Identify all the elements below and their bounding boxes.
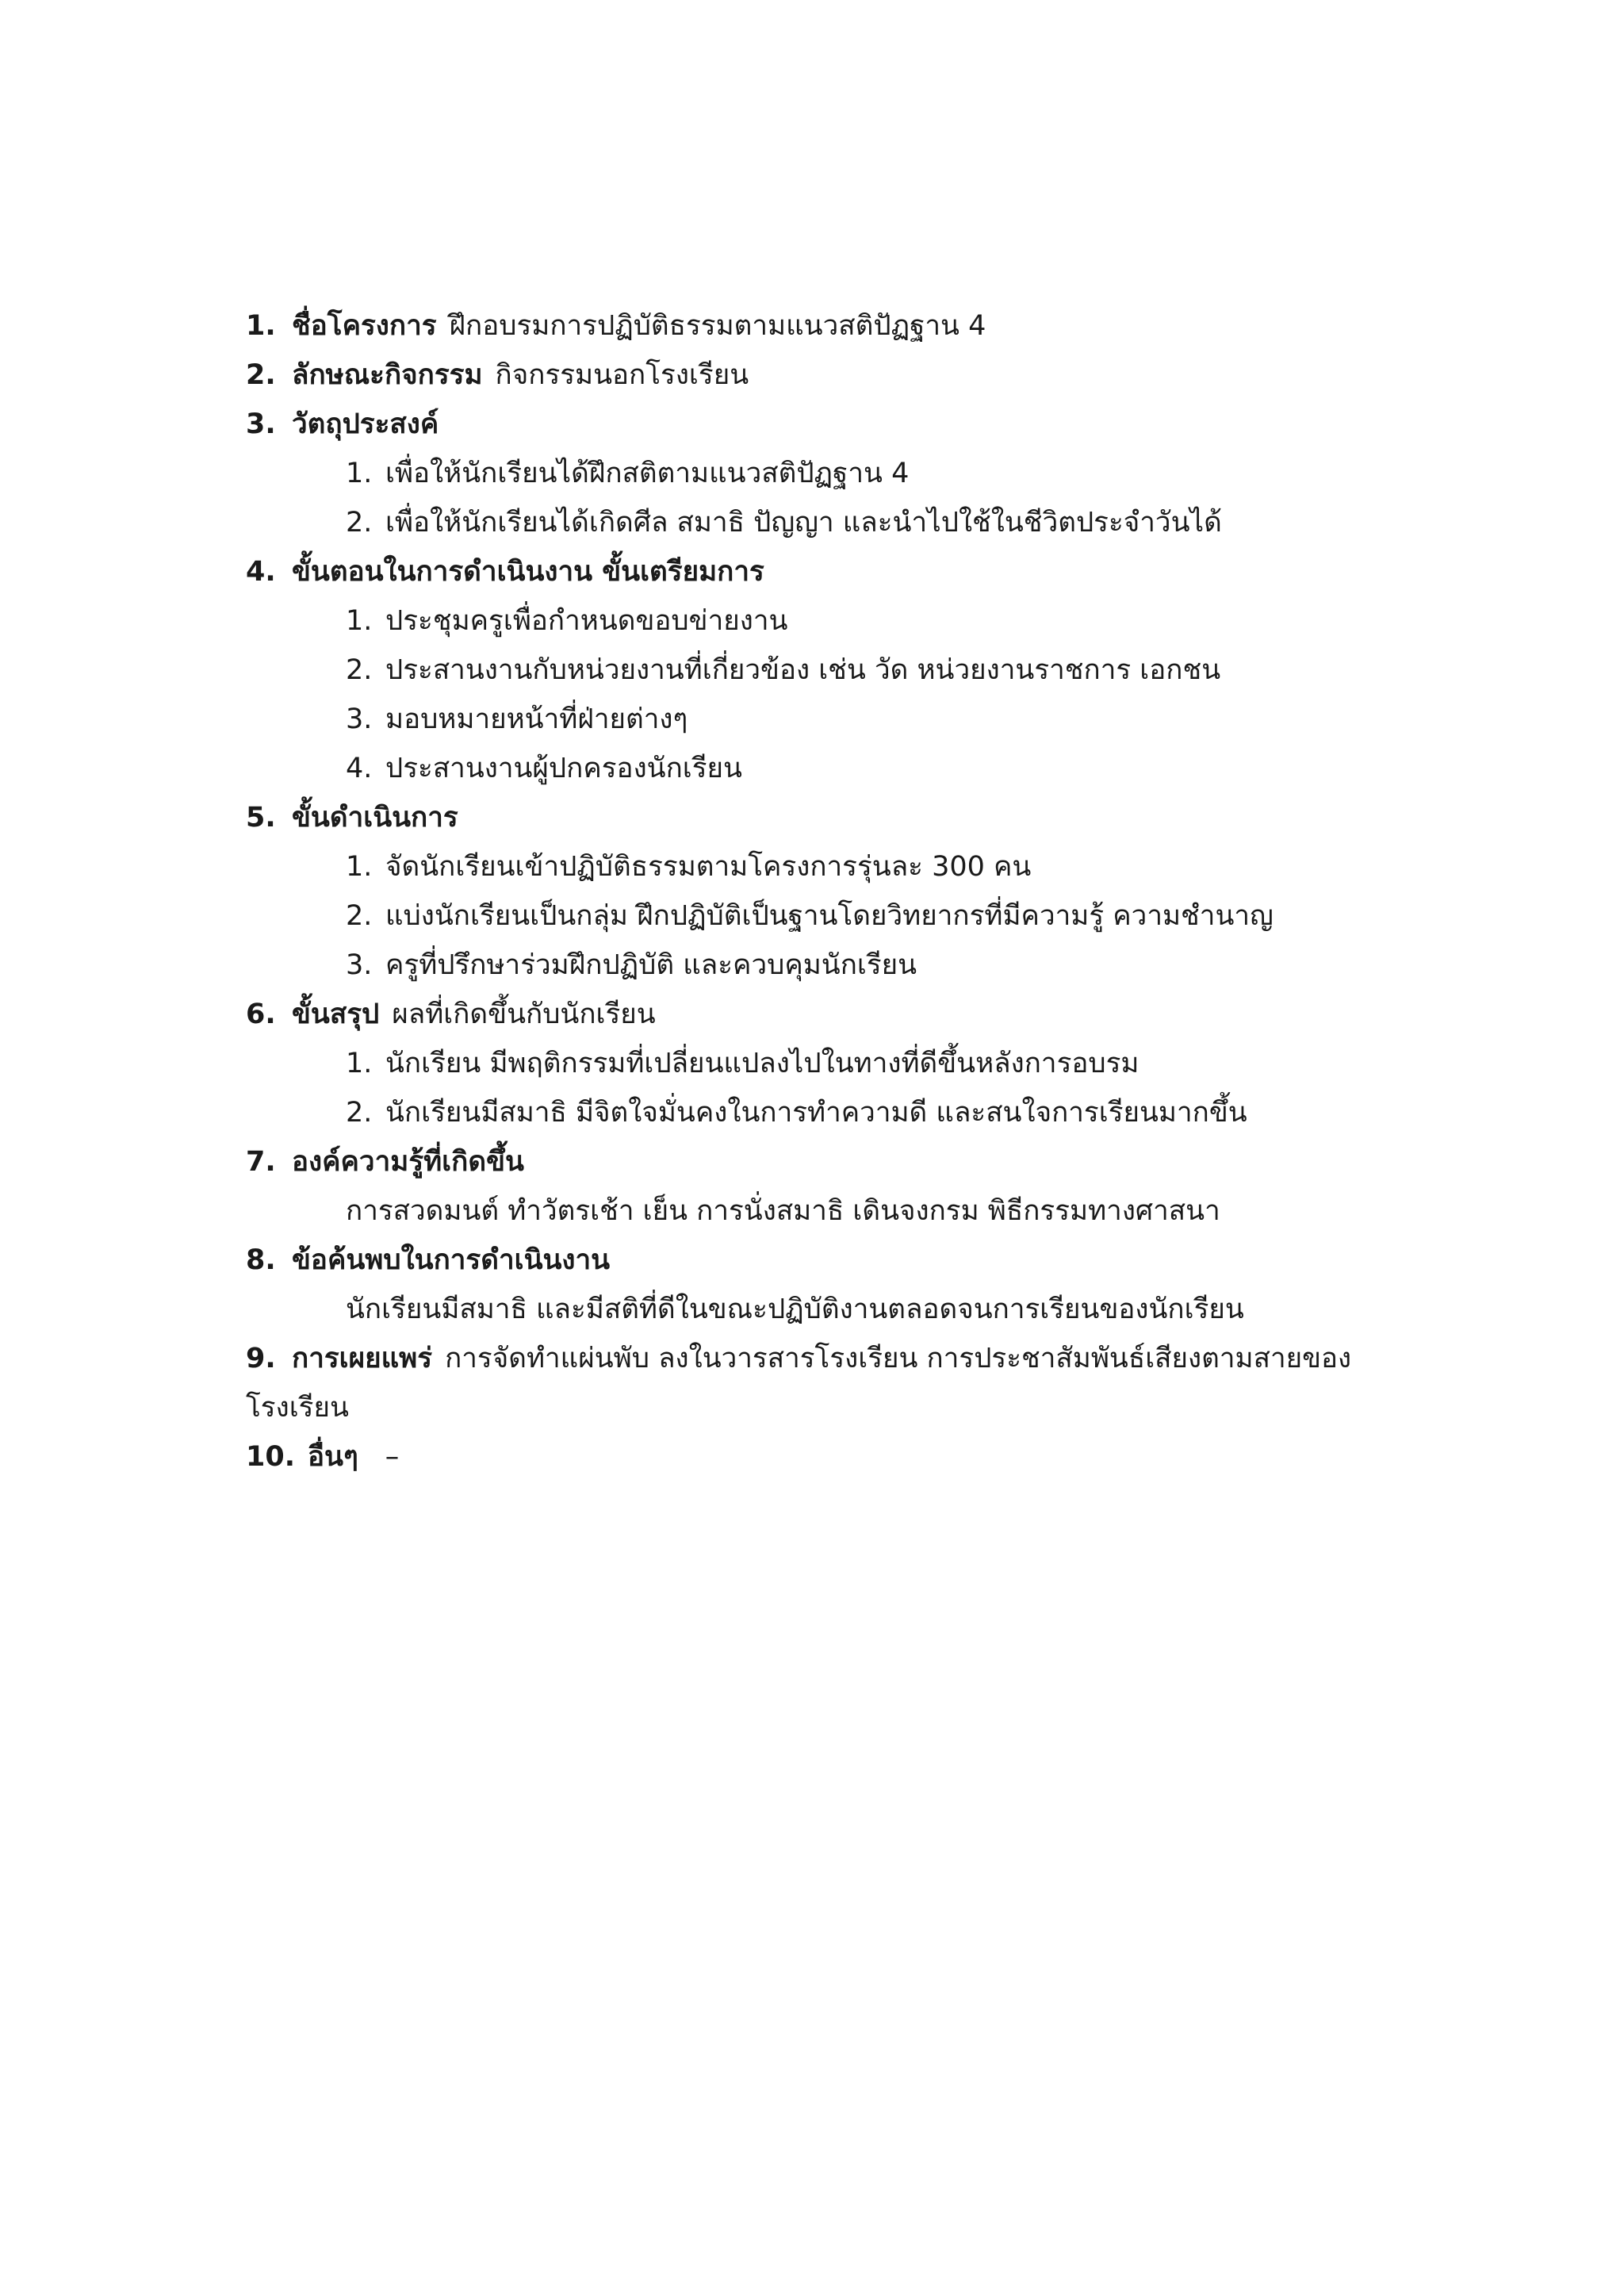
list-item-text: นักเรียนมีสมาธิ มีจิตใจมั่นคงในการทำความดี และสนใจการเรียนมากขึ้น [385,1097,1247,1129]
list-item-number: 2. [346,507,373,539]
section-1 [246,301,1388,351]
list-item [246,941,1388,990]
list-item [246,596,1388,646]
list-item-number: 2. [346,900,373,932]
section-9 [246,1334,1388,1383]
list-item-text: จัดนักเรียนเข้าปฏิบัติธรรมตามโครงการรุ่นละ 300 คน [385,851,1032,883]
section-number: 3. [246,408,276,440]
list-item [246,842,1388,891]
list-item [246,498,1388,547]
list-item-text: ครูที่ปรึกษาร่วมฝึกปฏิบัติ และควบคุมนักเรียน [385,949,917,981]
list-item-text: เพื่อให้นักเรียนได้ฝึกสติตามแนวสติปัฏฐาน 4 [385,458,910,489]
section-title: ข้อค้นพบในการดำเนินงาน [292,1244,611,1276]
section-8 [246,1236,1388,1285]
section-5 [246,793,1388,842]
list-item [246,1039,1388,1088]
list-item-number: 2. [346,654,373,686]
document-body [246,301,1388,1481]
section-title: อื่นๆ [308,1441,358,1473]
section-continuation: โรงเรียน [246,1392,349,1424]
list-item-text: ประสานงานกับหน่วยงานที่เกี่ยวข้อง เช่น วัด หน่วยงานราชการ เอกชน [385,654,1221,686]
list-item-number: 4. [346,753,373,784]
list-item-text: แบ่งนักเรียนเป็นกลุ่ม ฝึกปฏิบัติเป็นฐานโดยวิทยากรที่มีความรู้ ความชำนาญ [385,900,1274,932]
list-item-number: 1. [346,458,373,489]
list-item-text: เพื่อให้นักเรียนได้เกิดศีล สมาธิ ปัญญา และนำไปใช้ในชีวิตประจำวันได้ [385,507,1222,539]
section-text: กิจกรรมนอกโรงเรียน [495,359,749,391]
list-item-text: มอบหมายหน้าที่ฝ่ายต่างๆ [385,703,688,735]
list-item [246,1088,1388,1137]
section-paragraph: การสวดมนต์ ทำวัตรเช้า เย็น การนั่งสมาธิ เดินจงกรม พิธีกรรมทางศาสนา [346,1195,1220,1227]
section-paragraph: นักเรียนมีสมาธิ และมีสติที่ดีในขณะปฏิบัติงานตลอดจนการเรียนของนักเรียน [346,1294,1244,1325]
list-item [246,449,1388,498]
section-number: 9. [246,1343,276,1374]
section-2 [246,351,1388,400]
list-item-number: 3. [346,949,373,981]
section-text: การจัดทำแผ่นพับ ลงในวารสารโรงเรียน การประชาสัมพันธ์เสียงตามสายของ [445,1343,1352,1374]
list-item-number: 3. [346,703,373,735]
section-title: ขั้นสรุป [292,999,380,1030]
section-text: ฝึกอบรมการปฏิบัติธรรมตามแนวสติปัฏฐาน 4 [449,310,986,342]
section-title: องค์ความรู้ที่เกิดขึ้น [292,1146,524,1178]
section-text: – [385,1441,400,1473]
section-number: 5. [246,802,276,834]
section-title: ชื่อโครงการ [292,310,437,342]
section-title: การเผยแพร่ [292,1343,433,1374]
section-number: 10. [246,1441,296,1473]
list-item-text: ประสานงานผู้ปกครองนักเรียน [385,753,742,784]
section-number: 7. [246,1146,276,1178]
section-number: 4. [246,556,276,588]
section-6 [246,990,1388,1039]
section-7 [246,1137,1388,1186]
list-item [246,695,1388,744]
list-item-text: นักเรียน มีพฤติกรรมที่เปลี่ยนแปลงไปในทางที่ดีขึ้นหลังการอบรม [385,1048,1139,1079]
section-title: วัตถุประสงค์ [292,408,439,440]
section-3 [246,400,1388,449]
section-number: 1. [246,310,276,342]
section-10 [246,1432,1388,1481]
section-number: 8. [246,1244,276,1276]
list-item-number: 1. [346,851,373,883]
list-item [246,744,1388,793]
list-item [246,891,1388,941]
list-item-number: 2. [346,1097,373,1129]
section-text: ผลที่เกิดขึ้นกับนักเรียน [392,999,656,1030]
list-item-text: ประชุมครูเพื่อกำหนดขอบข่ายงาน [385,605,788,637]
section-number: 6. [246,999,276,1030]
list-item [246,646,1388,695]
section-title: ขั้นตอนในการดำเนินงาน ขั้นเตรียมการ [292,556,764,588]
section-number: 2. [246,359,276,391]
section-title: ขั้นดำเนินการ [292,802,458,834]
section-title: ลักษณะกิจกรรม [292,359,483,391]
list-item-number: 1. [346,1048,373,1079]
section-4 [246,547,1388,596]
list-item-number: 1. [346,605,373,637]
